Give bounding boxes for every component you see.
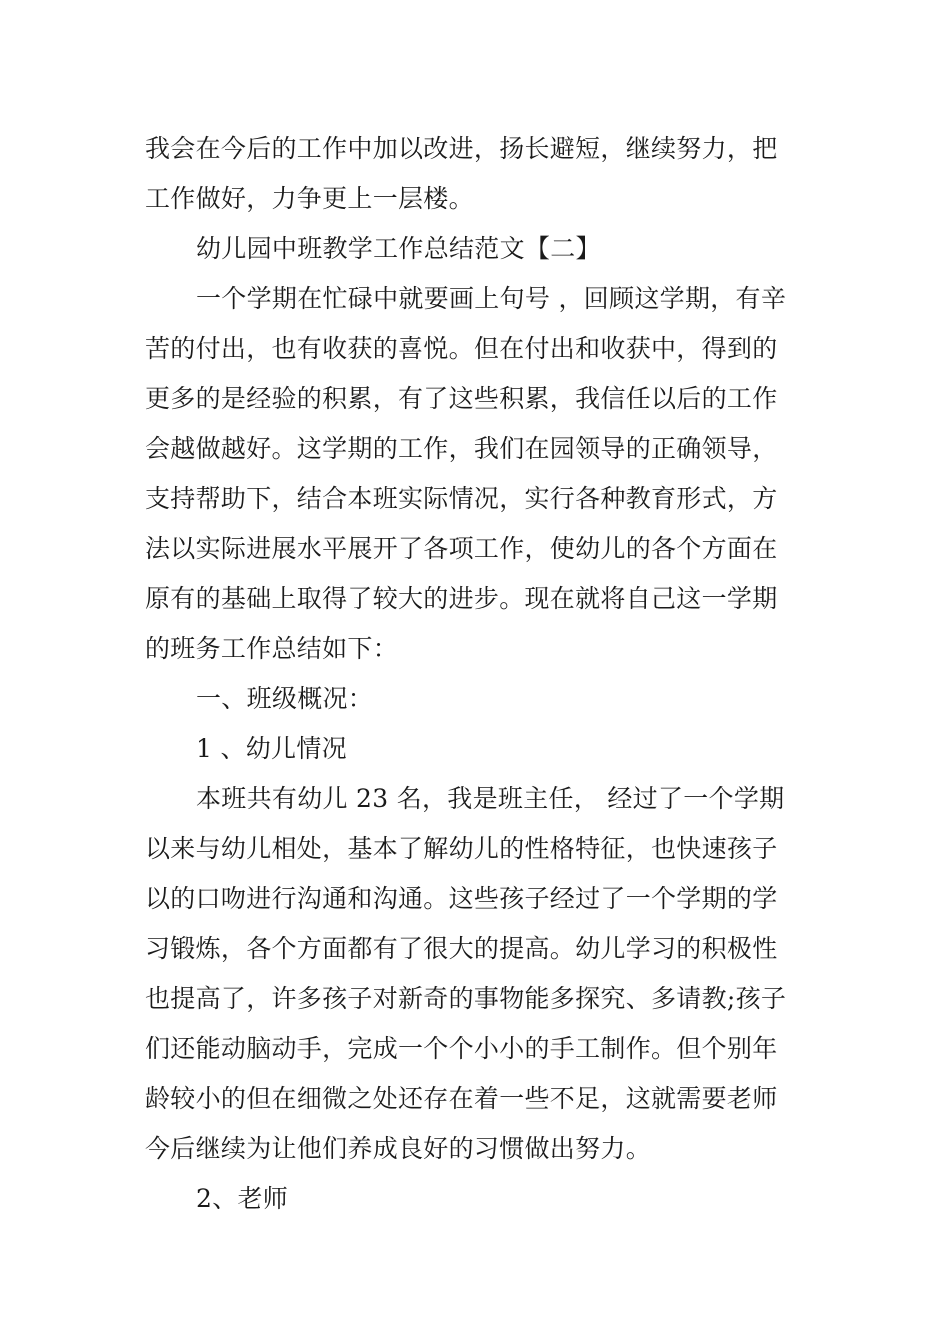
text-line: 更多的是经验的积累，有了这些积累，我信任以后的工作 [145,384,778,413]
subheading: 1 、幼儿情况 [196,734,347,763]
text-line: 习锻炼，各个方面都有了很大的提高。幼儿学习的积极性 [145,934,778,963]
subheading: 2、老师 [196,1184,289,1213]
text-line: 支持帮助下，结合本班实际情况，实行各种教育形式，方 [145,484,778,513]
text-line: 以来与幼儿相处，基本了解幼儿的性格特征，也快速孩子 [145,834,778,863]
text-line: 今后继续为让他们养成良好的习惯做出努力。 [145,1134,652,1163]
text-line: 龄较小的但在细微之处还存在着一些不足，这就需要老师 [145,1084,778,1113]
text-line: 原有的基础上取得了较大的进步。现在就将自己这一学期 [145,584,778,613]
text-line: 会越做越好。这学期的工作，我们在园领导的正确领导， [145,434,778,463]
subheading: 一、班级概况： [196,684,374,713]
text-line: 工作做好，力争更上一层楼。 [145,184,474,213]
text-line: 以的口吻进行沟通和沟通。这些孩子经过了一个学期的学 [145,884,778,913]
text-line: 一个学期在忙碌中就要画上句号 ，回顾这学期，有辛 [196,284,787,313]
text-line: 苦的付出，也有收获的喜悦。但在付出和收获中，得到的 [145,334,778,363]
text-line: 本班共有幼儿 23 名，我是班主任， 经过了一个学期 [196,784,785,813]
section-heading: 幼儿园中班教学工作总结范文【二】 [196,234,601,263]
text-line: 法以实际进展水平展开了各项工作，使幼儿的各个方面在 [145,534,778,563]
text-line: 们还能动脑动手，完成一个个小小的手工制作。但个别年 [145,1034,778,1063]
text-line: 我会在今后的工作中加以改进，扬长避短，继续努力，把 [145,134,778,163]
text-line: 的班务工作总结如下： [145,634,399,663]
text-line: 也提高了，许多孩子对新奇的事物能多探究、多请教;孩子 [145,984,787,1013]
